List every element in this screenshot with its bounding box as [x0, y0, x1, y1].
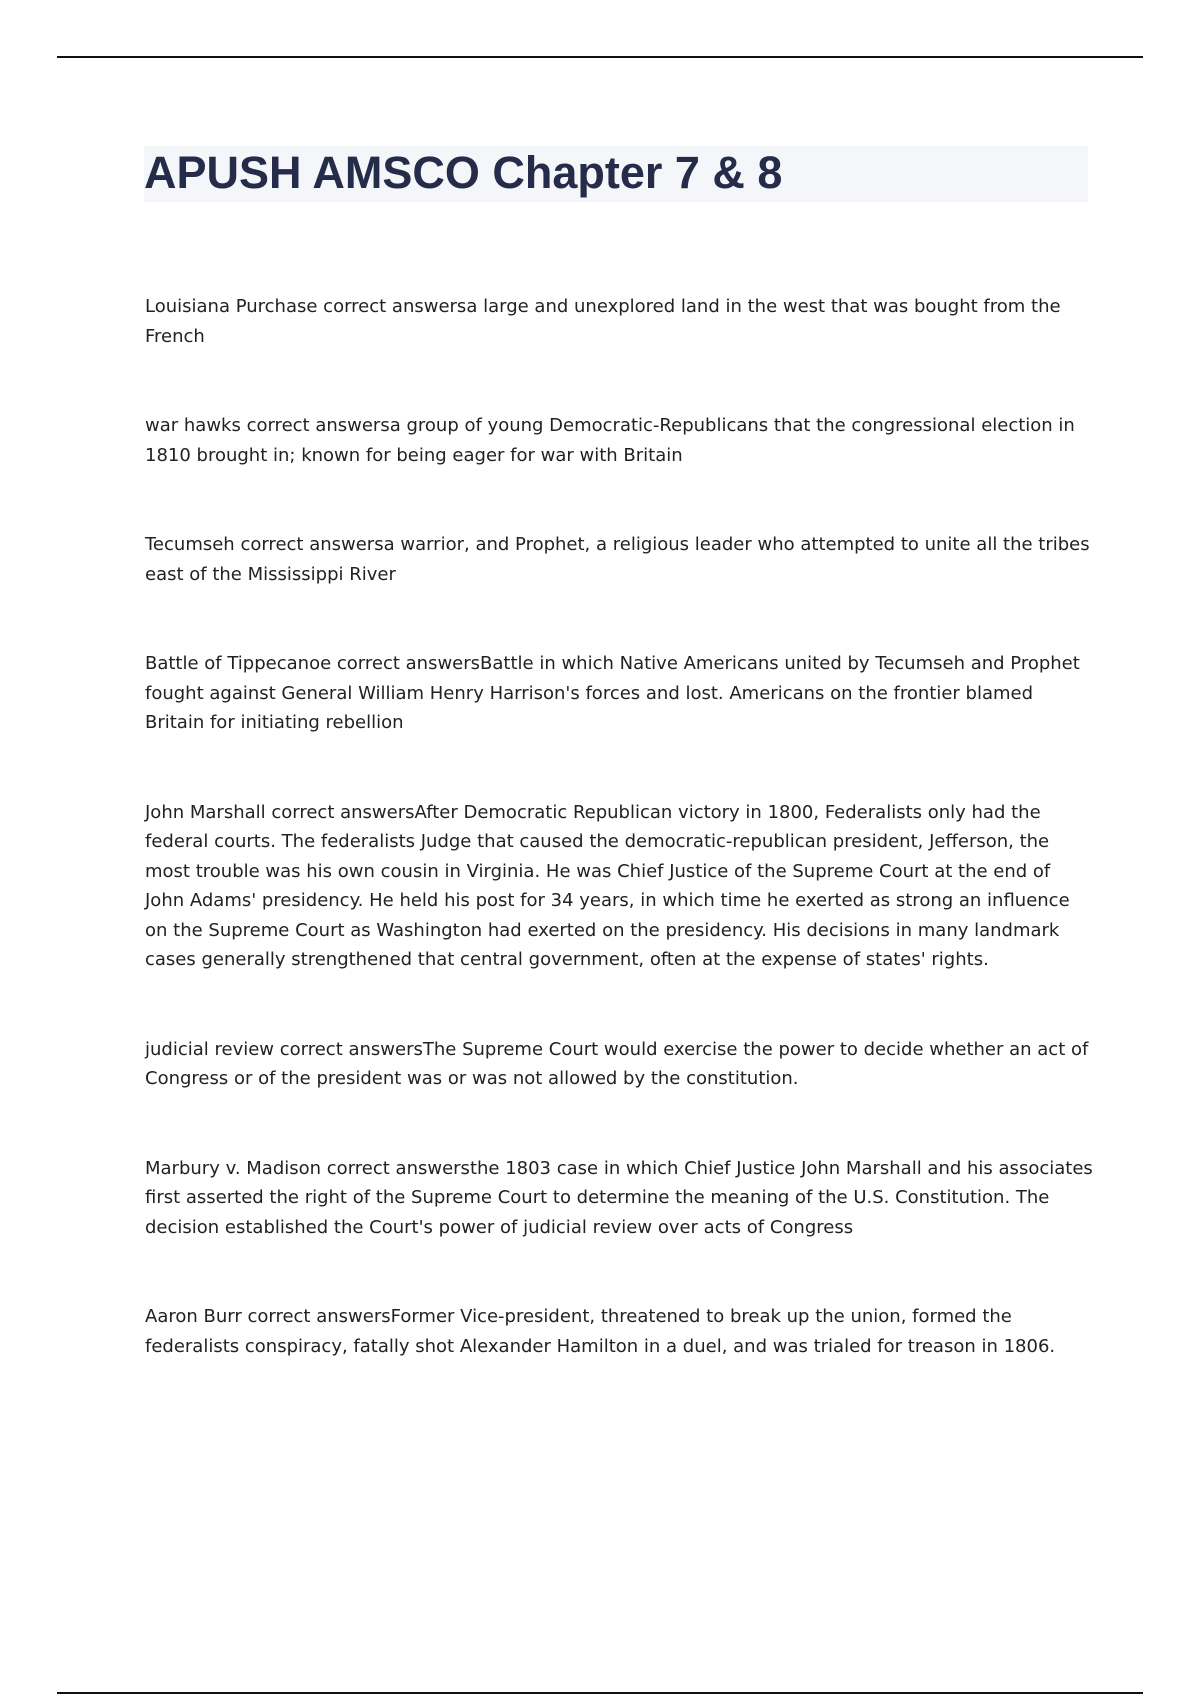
- entry-term: judicial review: [145, 1038, 275, 1060]
- entry-definition: Battle in which Native Americans united by Tecumseh and Prophet fought against General William Henry Harrison's forces and lost. Americans on the frontier blamed Britain for initiating rebellion: [145, 653, 1080, 733]
- entry-separator: correct answers: [331, 653, 481, 674]
- flashcard-entry: [145, 649, 1095, 738]
- entry-term: Aaron Burr: [145, 1306, 242, 1327]
- entry-definition: the 1803 case in which Chief Justice John Marshall and his associates first asserted the right of the Supreme Court to determine the meaning of the U.S. Constitution. The decision established the Court's power of judicial review over acts of Congress: [145, 1157, 1093, 1238]
- entry-separator: correct answers: [241, 1306, 391, 1327]
- entry-term: John Marshall: [145, 801, 266, 823]
- entry-definition: Former Vice-president, threatened to break up the union, formed the federalists conspiracy, fatally shot Alexander Hamilton in a duel, and was trialed for treason in 1806.: [145, 1306, 1056, 1357]
- entry-separator: correct answers: [240, 415, 390, 436]
- flashcard-list: [145, 292, 1095, 1421]
- entry-definition: The Supreme Court would exercise the power to decide whether an act of Congress or of the president was or was not allowed by the constitution.: [145, 1038, 1089, 1089]
- flashcard-entry: [145, 1302, 1095, 1361]
- flashcard-entry: [145, 292, 1095, 351]
- entry-term: Battle of Tippecanoe: [145, 653, 332, 674]
- flashcard-entry: [145, 1035, 1095, 1094]
- flashcard-entry: [145, 411, 1095, 470]
- entry-definition: a large and unexplored land in the west that was bought from the French: [145, 296, 1061, 347]
- entry-term: Tecumseh: [145, 534, 235, 555]
- top-divider: [57, 56, 1143, 58]
- entry-separator: correct answers: [317, 296, 467, 317]
- flashcard-entry: [145, 530, 1095, 589]
- entry-separator: correct answers: [265, 801, 415, 823]
- entry-separator: correct answers: [274, 1038, 423, 1060]
- flashcard-entry: [145, 1154, 1095, 1243]
- entry-separator: correct answers: [321, 1157, 470, 1179]
- entry-term: Marbury v. Madison: [145, 1157, 322, 1179]
- flashcard-entry: [145, 798, 1095, 975]
- entry-term: Louisiana Purchase: [145, 296, 318, 317]
- entry-definition: After Democratic Republican victory in 1800, Federalists only had the federal courts. The federalists Judge that caused the democratic-republican president, Jefferson, the most trouble was his own cousin in Virginia. He was Chief Justice of the Supreme Court at the end of John Adams' presidency. He held his post for 34 years, in which time he exerted as strong an influence on the Supreme Court as Washington had exerted on the presidency. His decisions in many landmark cases generally strengthened that central government, often at the expense of states' rights.: [145, 801, 1070, 970]
- entry-term: war hawks: [145, 415, 241, 436]
- page-title: APUSH AMSCO Chapter 7 & 8: [144, 147, 783, 198]
- entry-separator: correct answers: [234, 534, 384, 555]
- entry-definition: a group of young Democratic-Republicans that the congressional election in 1810 brought in; known for being eager for war with Britain: [145, 415, 1075, 466]
- bottom-divider: [57, 1692, 1143, 1694]
- entry-definition: a warrior, and Prophet, a religious leader who attempted to unite all the tribes east of the Mississippi River: [145, 534, 1090, 585]
